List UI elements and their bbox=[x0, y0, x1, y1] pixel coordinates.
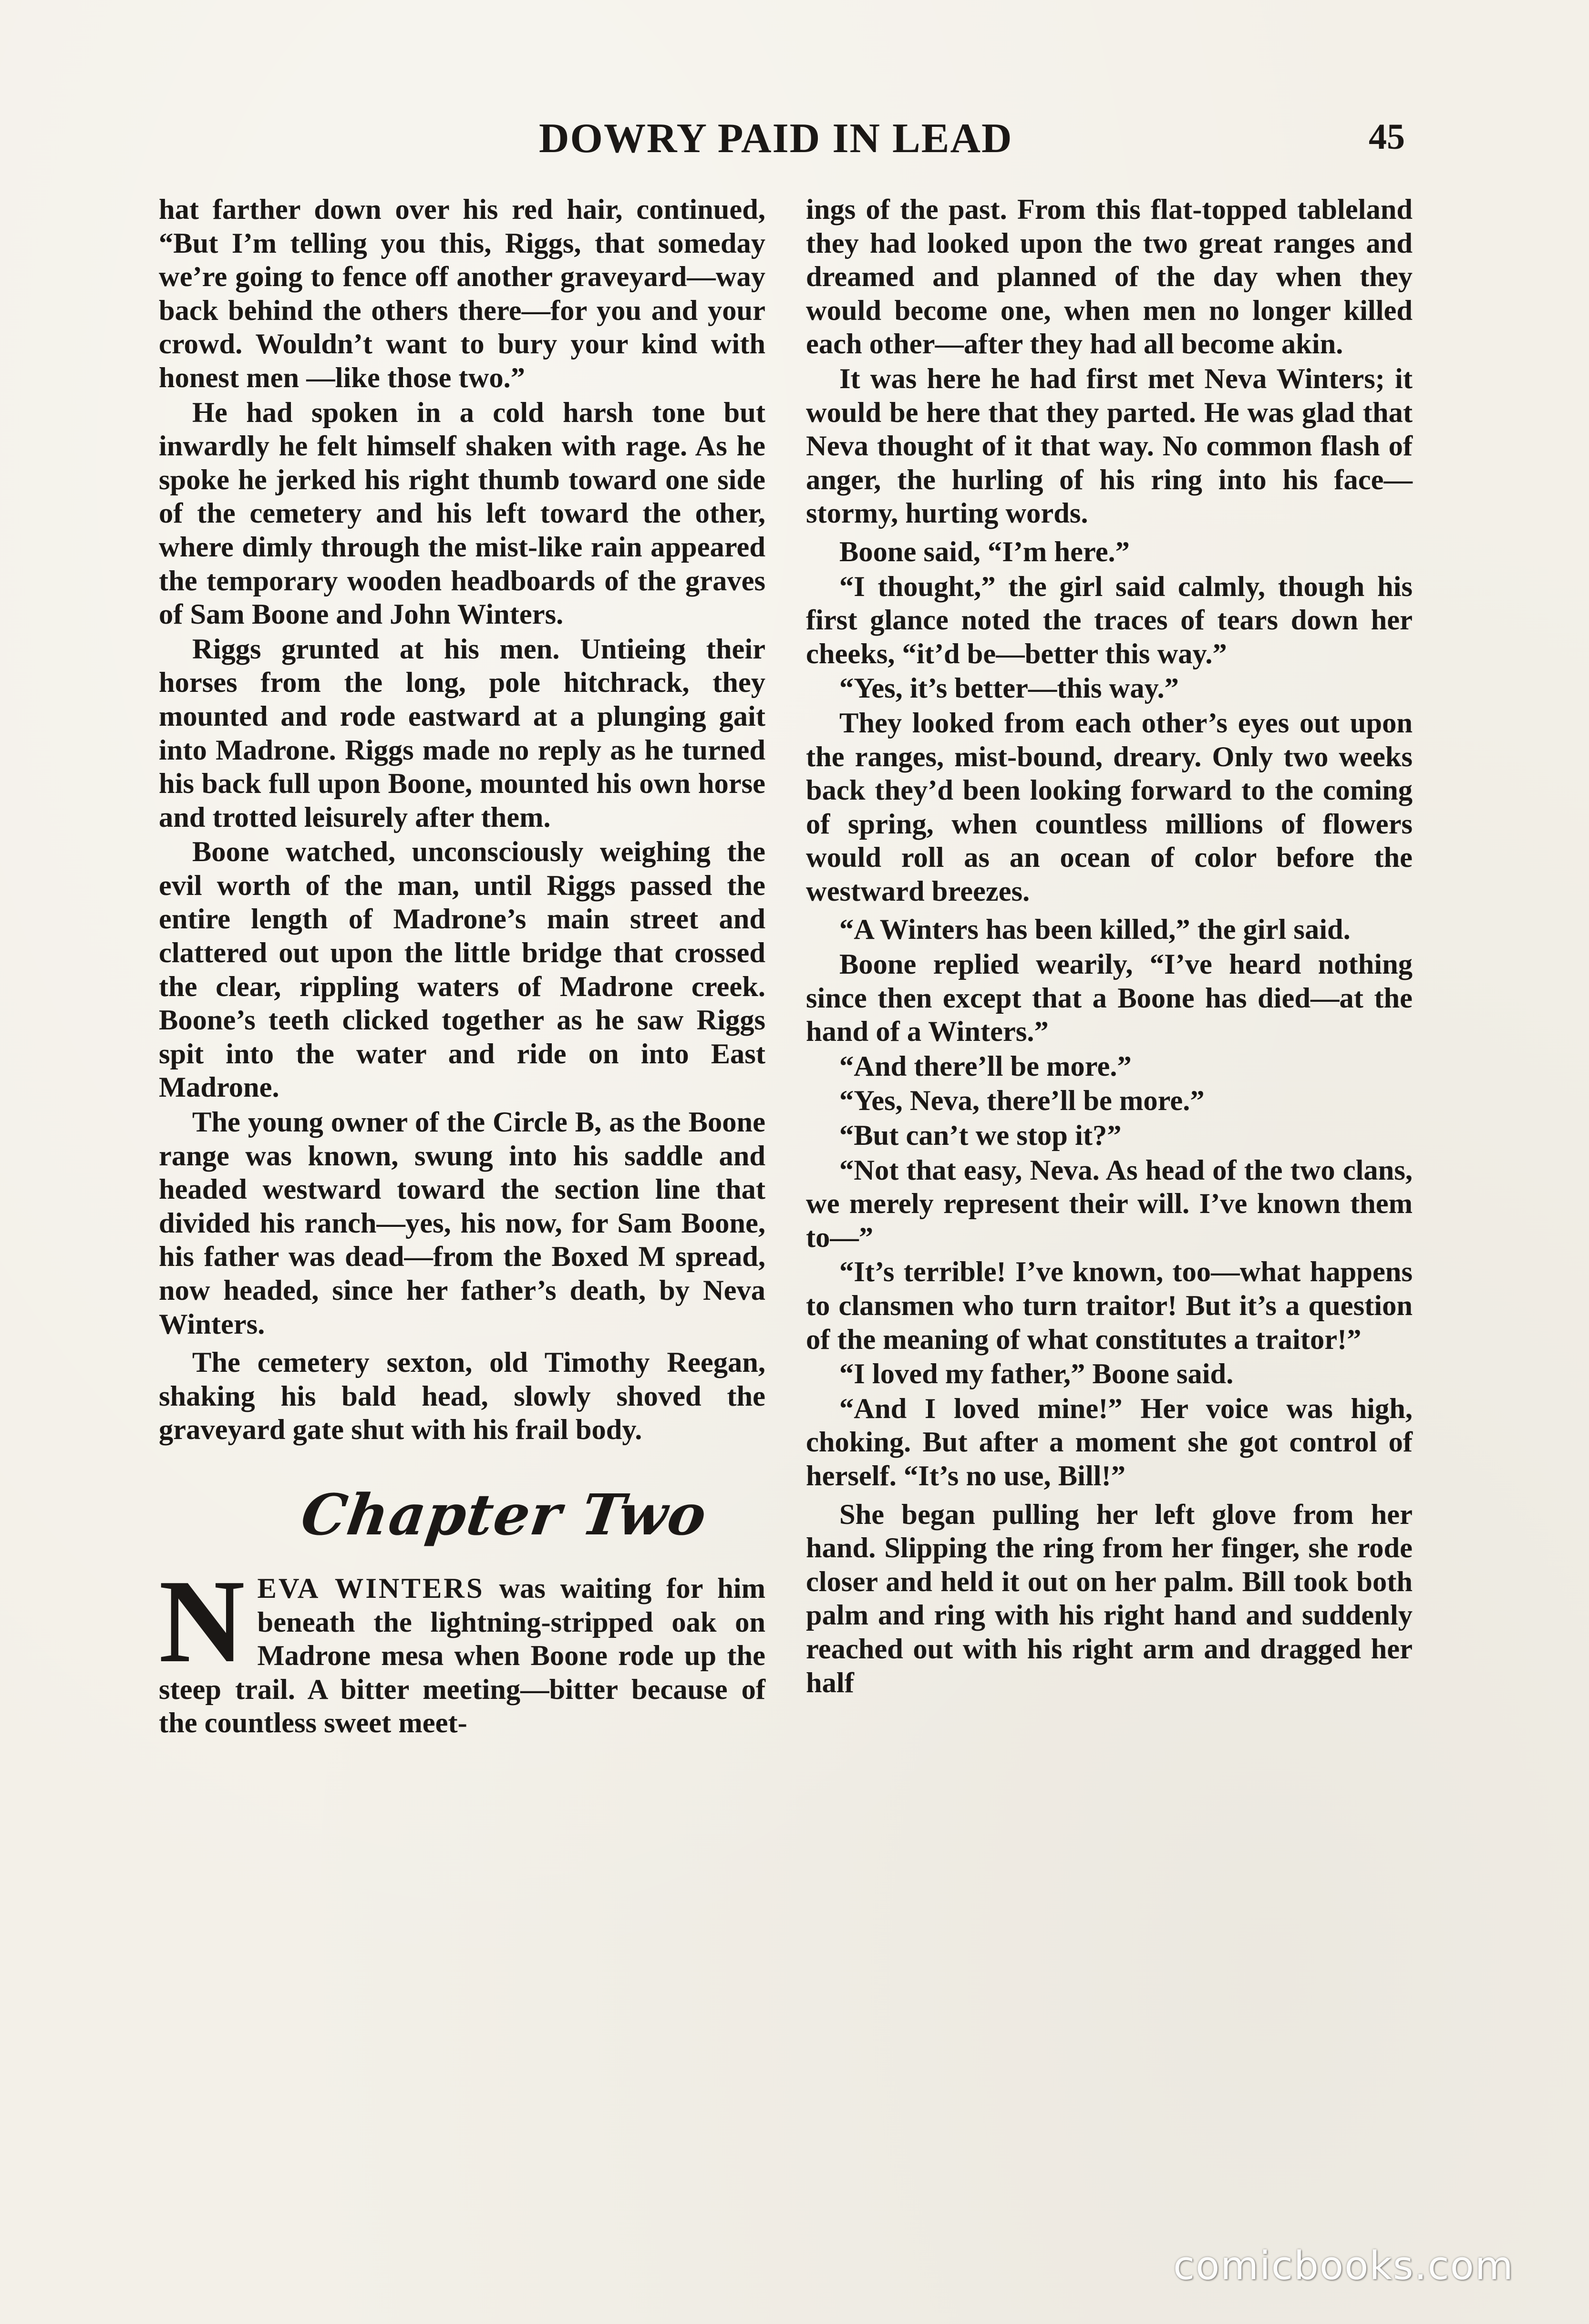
paragraph: “Yes, Neva, there’ll be more.” bbox=[839, 1085, 1205, 1117]
paragraph: Boone replied wearily, “I’ve heard nothing since then except that a Boone has died—at the hand of a Winters.” bbox=[806, 948, 1413, 1048]
paragraph: The cemetery sexton, old Timothy Reegan, shaking his bald head, slowly shoved the graveyard gate shut with his frail body. bbox=[159, 1347, 765, 1446]
running-header bbox=[0, 114, 1589, 167]
chapter-opening-paragraph bbox=[159, 1555, 765, 1740]
right-column bbox=[806, 193, 1413, 1700]
running-title: DOWRY PAID IN LEAD bbox=[539, 115, 1013, 162]
paragraph: “Not that easy, Neva. As head of the two clans, we merely represent their will. I’ve known them to—” bbox=[806, 1154, 1413, 1254]
paragraph-text: was waiting for him beneath the lightning-stripped oak on Madrone mesa when Boone rode up the steep trail. A bitter meeting—bitter because of the countless sweet meet- bbox=[159, 1572, 765, 1739]
paragraph: ings of the past. From this flat-topped tableland they had looked upon the two great ranges and dreamed and planned of the day when they would become one, when men no longer killed each other—after they had all become akin. bbox=[806, 194, 1413, 360]
chapter-heading: Chapter Two bbox=[297, 1481, 712, 1548]
paragraph: Riggs grunted at his men. Untieing their horses from the long, pole hitchrack, they mounted and rode eastward at a plunging gait into Madrone. Riggs made no reply as he turned his back full upon Boone, mounted his own horse and trotted leisurely after them. bbox=[159, 633, 765, 833]
paragraph: The young owner of the Circle B, as the Boone range was known, swung into his saddle and headed westward toward the section line that divided his ranch—yes, his now, for Sam Boone, his father was dead—from the Boxed M spread, now headed, since her father’s death, by Neva Winters. bbox=[159, 1106, 765, 1340]
paragraph: “And I loved mine!” Her voice was high, choking. But after a moment she got control of herself. “It’s no use, Bill!” bbox=[806, 1392, 1413, 1492]
paragraph: “I loved my father,” Boone said. bbox=[839, 1358, 1234, 1390]
paragraph: hat farther down over his red hair, continued, “But I’m telling you this, Riggs, that someday we’re going to fence off another graveyard—way back behind the others there—for you and your crowd. Wouldn’t want to bury your kind with honest men —like those two.” bbox=[159, 194, 765, 394]
paragraph: “I thought,” the girl said calmly, though his first glance noted the traces of tears down her cheeks, “it’d be—better this way.” bbox=[806, 570, 1413, 670]
site-watermark: comicbooks.com bbox=[1173, 2243, 1514, 2289]
paragraph: “And there’ll be more.” bbox=[839, 1050, 1132, 1082]
paragraph: Boone said, “I’m here.” bbox=[839, 535, 1130, 568]
drop-cap: N bbox=[159, 1555, 245, 1687]
dropcap-lead-in: EVA WINTERS bbox=[257, 1572, 485, 1604]
paragraph: “A Winters has been killed,” the girl said. bbox=[839, 914, 1351, 946]
paragraph: They looked from each other’s eyes out upon the ranges, mist-bound, dreary. Only two weeks back they’d been looking forward to the coming of spring, when countless millions of flowers would roll as an ocean of color before the westward breezes. bbox=[806, 707, 1413, 907]
paragraph: “Yes, it’s better—this way.” bbox=[839, 672, 1179, 705]
paragraph: “It’s terrible! I’ve known, too—what happens to clansmen who turn traitor! But it’s a question of the meaning of what constitutes a traitor!” bbox=[806, 1256, 1413, 1356]
left-column bbox=[159, 193, 765, 1740]
paragraph: It was here he had first met Neva Winters; it would be here that they parted. He was glad that Neva thought of it that way. No common flash of anger, the hurling of his ring into his face—stormy, hurting words. bbox=[806, 362, 1413, 530]
page-number: 45 bbox=[1369, 117, 1405, 157]
paragraph: Boone watched, unconsciously weighing the evil worth of the man, until Riggs passed the entire length of Madrone’s main street and clattered out upon the little bridge that crossed the clear, rippling waters of Madrone creek. Boone’s teeth clicked together as he saw Riggs spit into the water and ride on into East Madrone. bbox=[159, 836, 765, 1104]
paragraph: “But can’t we stop it?” bbox=[839, 1120, 1122, 1152]
paragraph: He had spoken in a cold harsh tone but inwardly he felt himself shaken with rage. As he spoke he jerked his right thumb toward one side of the cemetery and his left toward the other, where dimly through the mist-like rain appeared the temporary wooden headboards of the graves of Sam Boone and John Winters. bbox=[159, 396, 765, 631]
paragraph: She began pulling her left glove from her hand. Slipping the ring from her finger, she rode closer and held it out on her palm. Bill took both palm and ring with his right hand and suddenly reached out with his right arm and dragged her half bbox=[806, 1498, 1413, 1699]
